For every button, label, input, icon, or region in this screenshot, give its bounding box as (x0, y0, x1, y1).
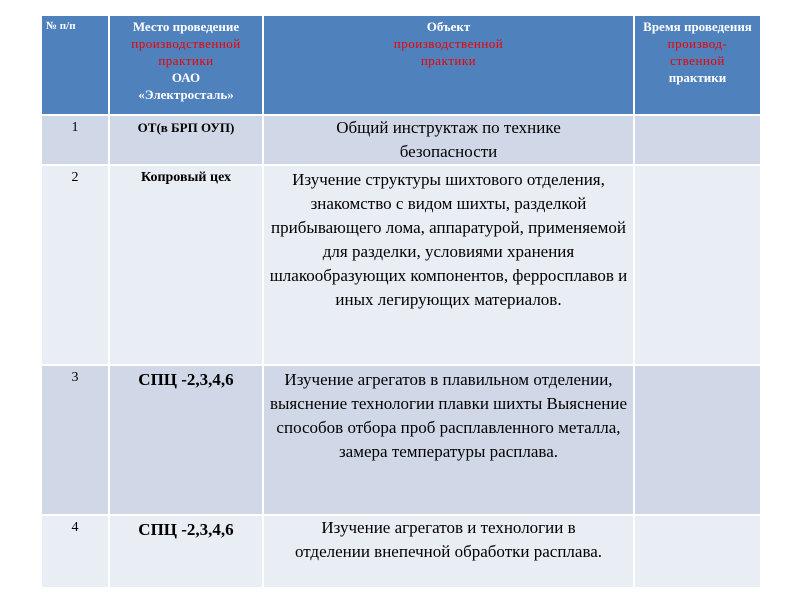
row-num: 4 (41, 515, 109, 588)
row-time (634, 515, 761, 588)
row-object: Изучение агрегатов в плавильном отделении, выяснение технологии плавки шихты Выяснение способов отбора проб расплавленного металла, замера температуры расплава. (263, 365, 634, 515)
practice-table (40, 14, 762, 589)
table-row (41, 365, 761, 515)
header-text: производ-ственной (667, 36, 728, 68)
table-row (41, 165, 761, 365)
header-text: производственной практики (131, 36, 241, 68)
table-row (41, 515, 761, 588)
header-text: ОАО (171, 70, 201, 85)
table-header (41, 15, 761, 115)
header-num: № п/п (41, 15, 109, 115)
row-object: Изучение агрегатов и технологии в отделении внепечной обработки расплава. (263, 515, 634, 588)
row-place: СПЦ -2,3,4,6 (109, 365, 263, 515)
row-object: Общий инструктаж по технике безопасности (263, 115, 634, 165)
header-text: Объект (426, 19, 471, 34)
header-place (109, 15, 263, 115)
header-text: Время проведения (643, 19, 752, 34)
row-time (634, 165, 761, 365)
row-object: Изучение структуры шихтового отделения, знакомство с видом шихты, разделкой прибывающего лома, аппаратурой, применяемой для разделки, условиями хранения шлакообразующих компонентов, ферросплавов и иных легирующих материалов. (263, 165, 634, 365)
header-time (634, 15, 761, 115)
header-text: «Электросталь» (138, 87, 234, 102)
header-object (263, 15, 634, 115)
header-text: Место проведение (132, 19, 240, 34)
row-time (634, 115, 761, 165)
header-text: производственной практики (393, 36, 504, 68)
header-text: практики (668, 70, 727, 85)
row-num: 3 (41, 365, 109, 515)
row-num: 1 (41, 115, 109, 165)
table-row (41, 115, 761, 165)
row-place: СПЦ -2,3,4,6 (109, 515, 263, 588)
row-place: ОТ(в БРП ОУП) (109, 115, 263, 165)
row-place: Копровый цех (109, 165, 263, 365)
row-time (634, 365, 761, 515)
row-num: 2 (41, 165, 109, 365)
